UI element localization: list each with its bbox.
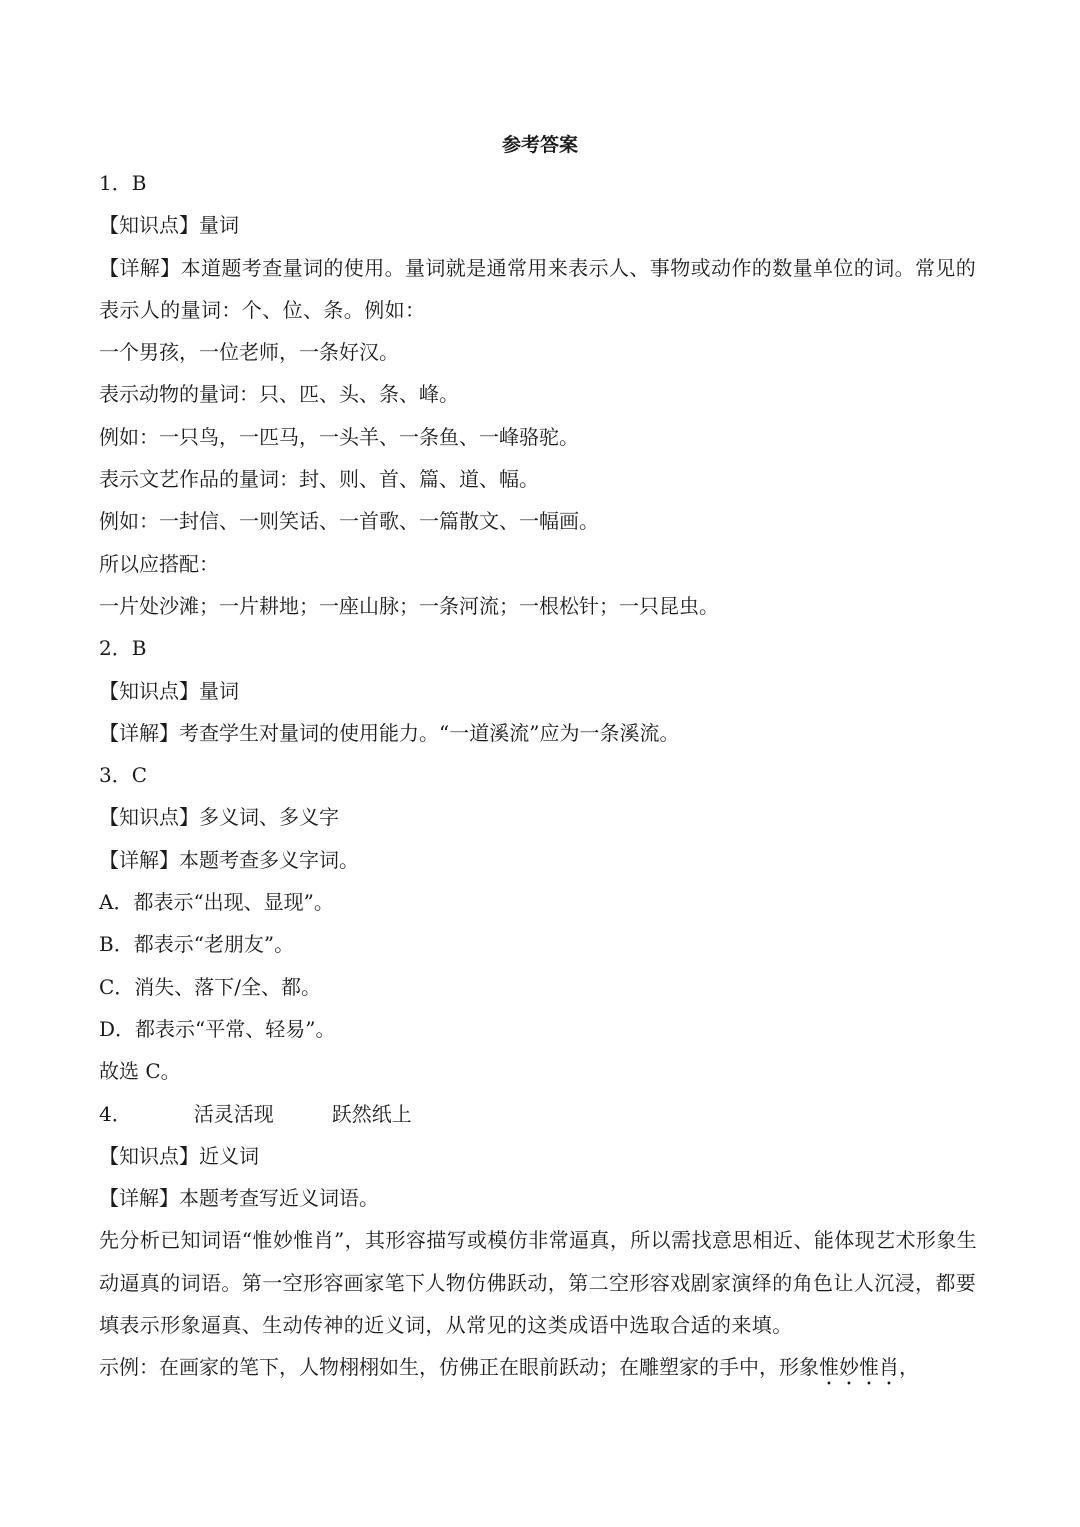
q1-line: 例如：一只鸟，一匹马，一头羊、一条鱼、一峰骆驼。: [99, 424, 579, 449]
q2-answer: 2．B: [99, 636, 147, 661]
q1-line: 一片处沙滩；一片耕地；一座山脉；一条河流；一根松针；一只昆虫。: [99, 593, 719, 618]
q4-example-prefix: 示例：在画家的笔下，人物栩栩如生，仿佛正在眼前跃动；在雕塑家的手中，形象: [99, 1355, 819, 1380]
q1-line: 例如：一封信、一则笑话、一首歌、一篇散文、一幅画。: [99, 509, 599, 534]
q4-detail: 【详解】本题考查写近义词语。: [99, 1186, 379, 1211]
q1-line: 所以应搭配：: [99, 551, 219, 576]
q3-option-b: B．都表示“老朋友”。: [99, 932, 295, 957]
q1-detail: 【详解】本道题考查量词的使用。量词就是通常用来表示人、事物或动作的数量单位的词。常见的表示人的量词：个、位、条。例如：: [99, 255, 977, 322]
q2-detail: 【详解】考查学生对量词的使用能力。“一道溪流”应为一条溪流。: [99, 720, 680, 745]
answer-content: [99, 162, 989, 1390]
q3-option-d: D．都表示“平常、轻易”。: [99, 1016, 336, 1041]
q3-option-c: C．消失、落下/全、都。: [99, 974, 322, 999]
q4-answer-row: [99, 1093, 989, 1135]
q3-knowledge-point: 【知识点】多义词、多义字: [99, 805, 339, 830]
page-title: 参考答案: [501, 134, 578, 156]
q4-example-emphasis: 惟妙惟肖: [819, 1355, 899, 1380]
q3-conclusion: 故选 C。: [99, 1059, 181, 1084]
q4-blank-2-answer: 跃然纸上: [331, 1101, 412, 1126]
q1-knowledge-point: 【知识点】量词: [99, 213, 239, 238]
q4-example-suffix: ，: [899, 1355, 919, 1380]
q1-answer: 1．B: [99, 171, 147, 195]
q4-analysis: 先分析已知词语“惟妙惟肖”，其形容描写或模仿非常逼真，所以需找意思相近、能体现艺术形象生动逼真的词语。第一空形容画家笔下人物仿佛跃动，第二空形容戏剧家演绎的角色让人沉浸，都要填表示形象逼真、生动传神的近义词，从常见的这类成语中选取合适的来填。: [99, 1228, 978, 1338]
q4-knowledge-point: 【知识点】近义词: [99, 1143, 259, 1168]
q4-blank-1-answer: 活灵活现: [193, 1101, 274, 1126]
q3-answer: 3．C: [99, 763, 148, 788]
q3-detail: 【详解】本题考查多义字词。: [99, 847, 359, 872]
q1-line: 表示动物的量词：只、匹、头、条、峰。: [99, 382, 459, 407]
q1-line: 一个男孩，一位老师，一条好汉。: [99, 340, 399, 365]
q1-line: 表示文艺作品的量词：封、则、首、篇、道、幅。: [99, 467, 539, 492]
q2-knowledge-point: 【知识点】量词: [99, 678, 239, 703]
q3-option-a: A．都表示“出现、显现”。: [99, 890, 334, 915]
q4-number: 4．: [99, 1101, 132, 1126]
q4-example: [99, 1346, 989, 1390]
